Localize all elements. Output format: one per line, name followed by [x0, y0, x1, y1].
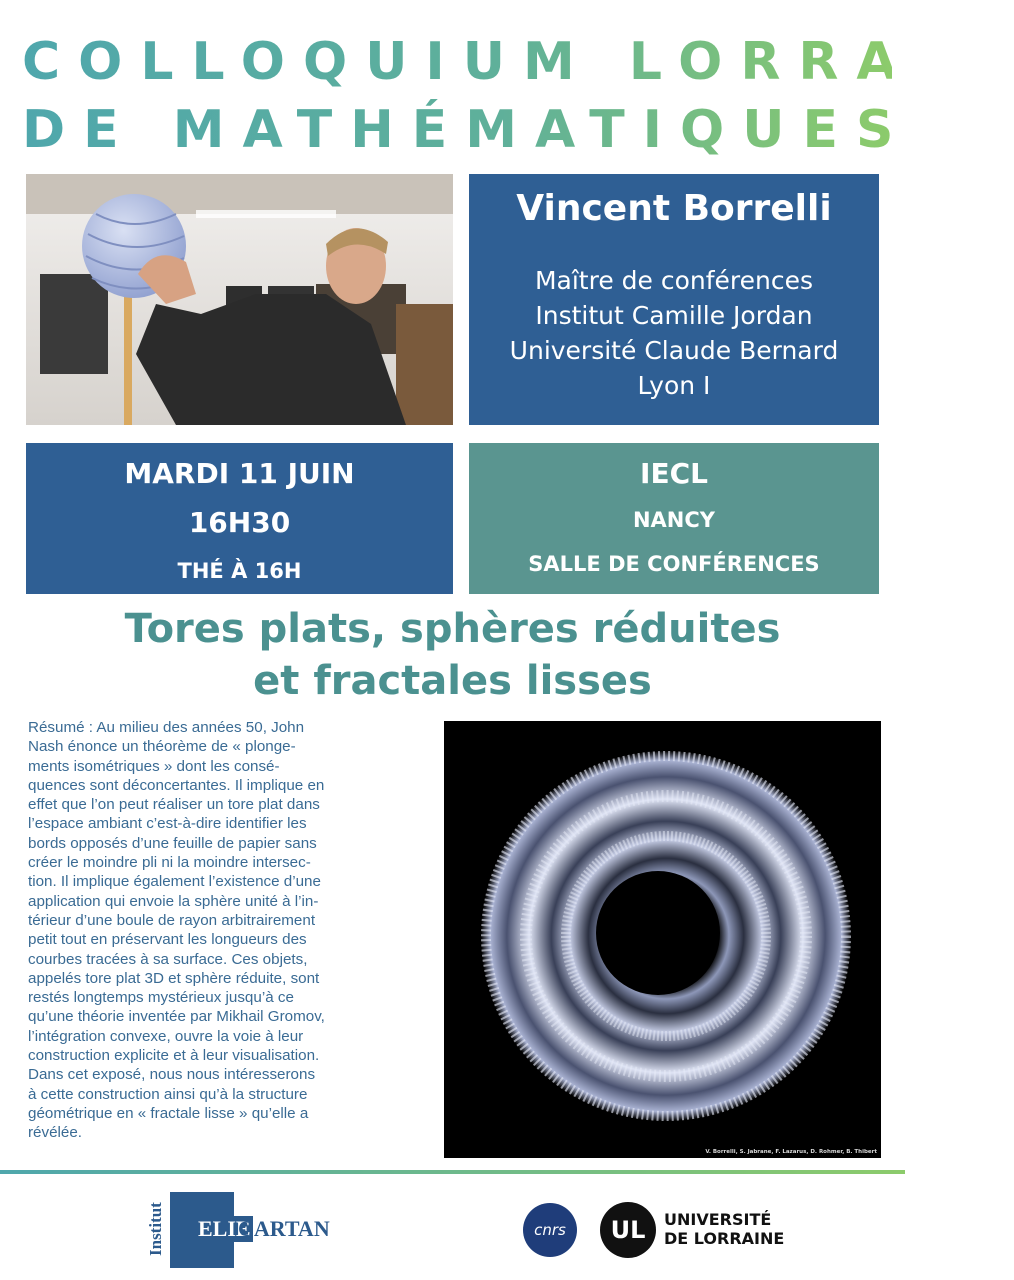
abstract-line: bords opposés d’une feuille de papier sans — [28, 834, 317, 852]
tea-time: THÉ À 16H — [177, 559, 302, 583]
venue-institute: IECL — [640, 457, 708, 490]
abstract-line: créer le moindre pli ni la moindre intersec- — [28, 854, 311, 872]
speaker-institute: Institut Camille Jordan — [535, 301, 813, 330]
abstract-line: Résumé : Au milieu des années 50, John — [28, 719, 305, 736]
footer-divider — [0, 1170, 905, 1174]
venue-panel — [469, 443, 879, 594]
colloquium-title-line2: DE MATHÉMATIQUES — [22, 100, 912, 160]
abstract-line: révélée. — [28, 1124, 83, 1142]
speaker-name: Vincent Borrelli — [516, 188, 832, 229]
talk-date: MARDI 11 JUIN — [124, 457, 355, 490]
speaker-position: Maître de conférences — [534, 266, 814, 295]
ul-line2: DE LORRAINE — [664, 1229, 785, 1248]
abstract-line: ments isométriques » dont les consé- — [28, 757, 280, 775]
colloquium-title-line1: COLLOQUIUM LORRAIN — [22, 32, 1014, 92]
abstract-line: courbes tracées à sa surface. Ces objets, — [28, 950, 308, 968]
institut-elie-cartan-logo — [146, 1188, 336, 1270]
iec-logo-elie-text: ELIE — [198, 1216, 251, 1241]
abstract-line: l’espace ambiant c’est-à-dire identifier les — [28, 815, 307, 833]
venue-city: NANCY — [632, 508, 716, 532]
abstract-line: appelés tore plat 3D et sphère réduite, sont — [28, 969, 320, 987]
talk-title-line2: et fractales lisses — [253, 658, 652, 704]
abstract-line: Dans cet exposé, nous nous intéresserons — [28, 1066, 316, 1084]
speaker-photo-illustration — [26, 174, 453, 425]
schedule-panel — [26, 443, 453, 594]
iec-logo-institut-text: Institut — [146, 1202, 165, 1256]
abstract-line: l’intégration convexe, ouvre la voie à leur — [28, 1027, 304, 1045]
talk-time: 16H30 — [188, 506, 291, 539]
image-credit: V. Borrelli, S. Jabrane, F. Lazarus, D. Rohmer, B. Thibert — [705, 1149, 877, 1155]
universite-lorraine-logo-mark: UL — [600, 1202, 656, 1258]
cnrs-logo: cnrs — [523, 1203, 577, 1257]
abstract-line: qu’une théorie inventée par Mikhail Gromov, — [28, 1008, 325, 1026]
abstract-line: Nash énonce un théorème de « plonge- — [28, 738, 296, 756]
speaker-city: Lyon I — [637, 371, 711, 400]
abstract-line: restés longtemps mystérieux jusqu’à ce — [28, 989, 294, 1007]
speaker-photo — [26, 174, 453, 425]
abstract-line: tion. Il implique également l’existence d’une — [28, 873, 321, 891]
talk-title-line1: Tores plats, sphères réduites — [124, 606, 781, 652]
venue-room: SALLE DE CONFÉRENCES — [528, 552, 820, 576]
iec-logo-cartan-text: CARTAN — [238, 1216, 330, 1241]
abstract-line: application qui envoie la sphère unité à l’in- — [28, 892, 319, 910]
abstract-line: effet que l’on peut réaliser un tore plat dans — [28, 796, 320, 814]
abstract-line: géométrique en « fractale lisse » qu’elle a — [28, 1104, 309, 1122]
abstract-line: quences sont déconcertantes. Il implique en — [28, 776, 325, 794]
talk-abstract — [28, 718, 426, 1143]
talk-title — [26, 603, 879, 707]
speaker-university: Université Claude Bernard — [509, 336, 839, 365]
abstract-line: construction explicite et à leur visualisation. — [28, 1047, 320, 1065]
speaker-info-panel — [469, 174, 879, 425]
abstract-line: petit tout en préservant les longueurs des — [28, 931, 307, 949]
abstract-line: à cette construction ainsi qu’à la structure — [28, 1085, 308, 1103]
ul-line1: UNIVERSITÉ — [664, 1210, 772, 1229]
universite-lorraine-logo-text — [664, 1210, 784, 1248]
flat-torus-image — [444, 721, 881, 1158]
abstract-line: térieur d’une boule de rayon arbitrairement — [28, 911, 316, 929]
flat-torus-illustration — [444, 721, 881, 1158]
